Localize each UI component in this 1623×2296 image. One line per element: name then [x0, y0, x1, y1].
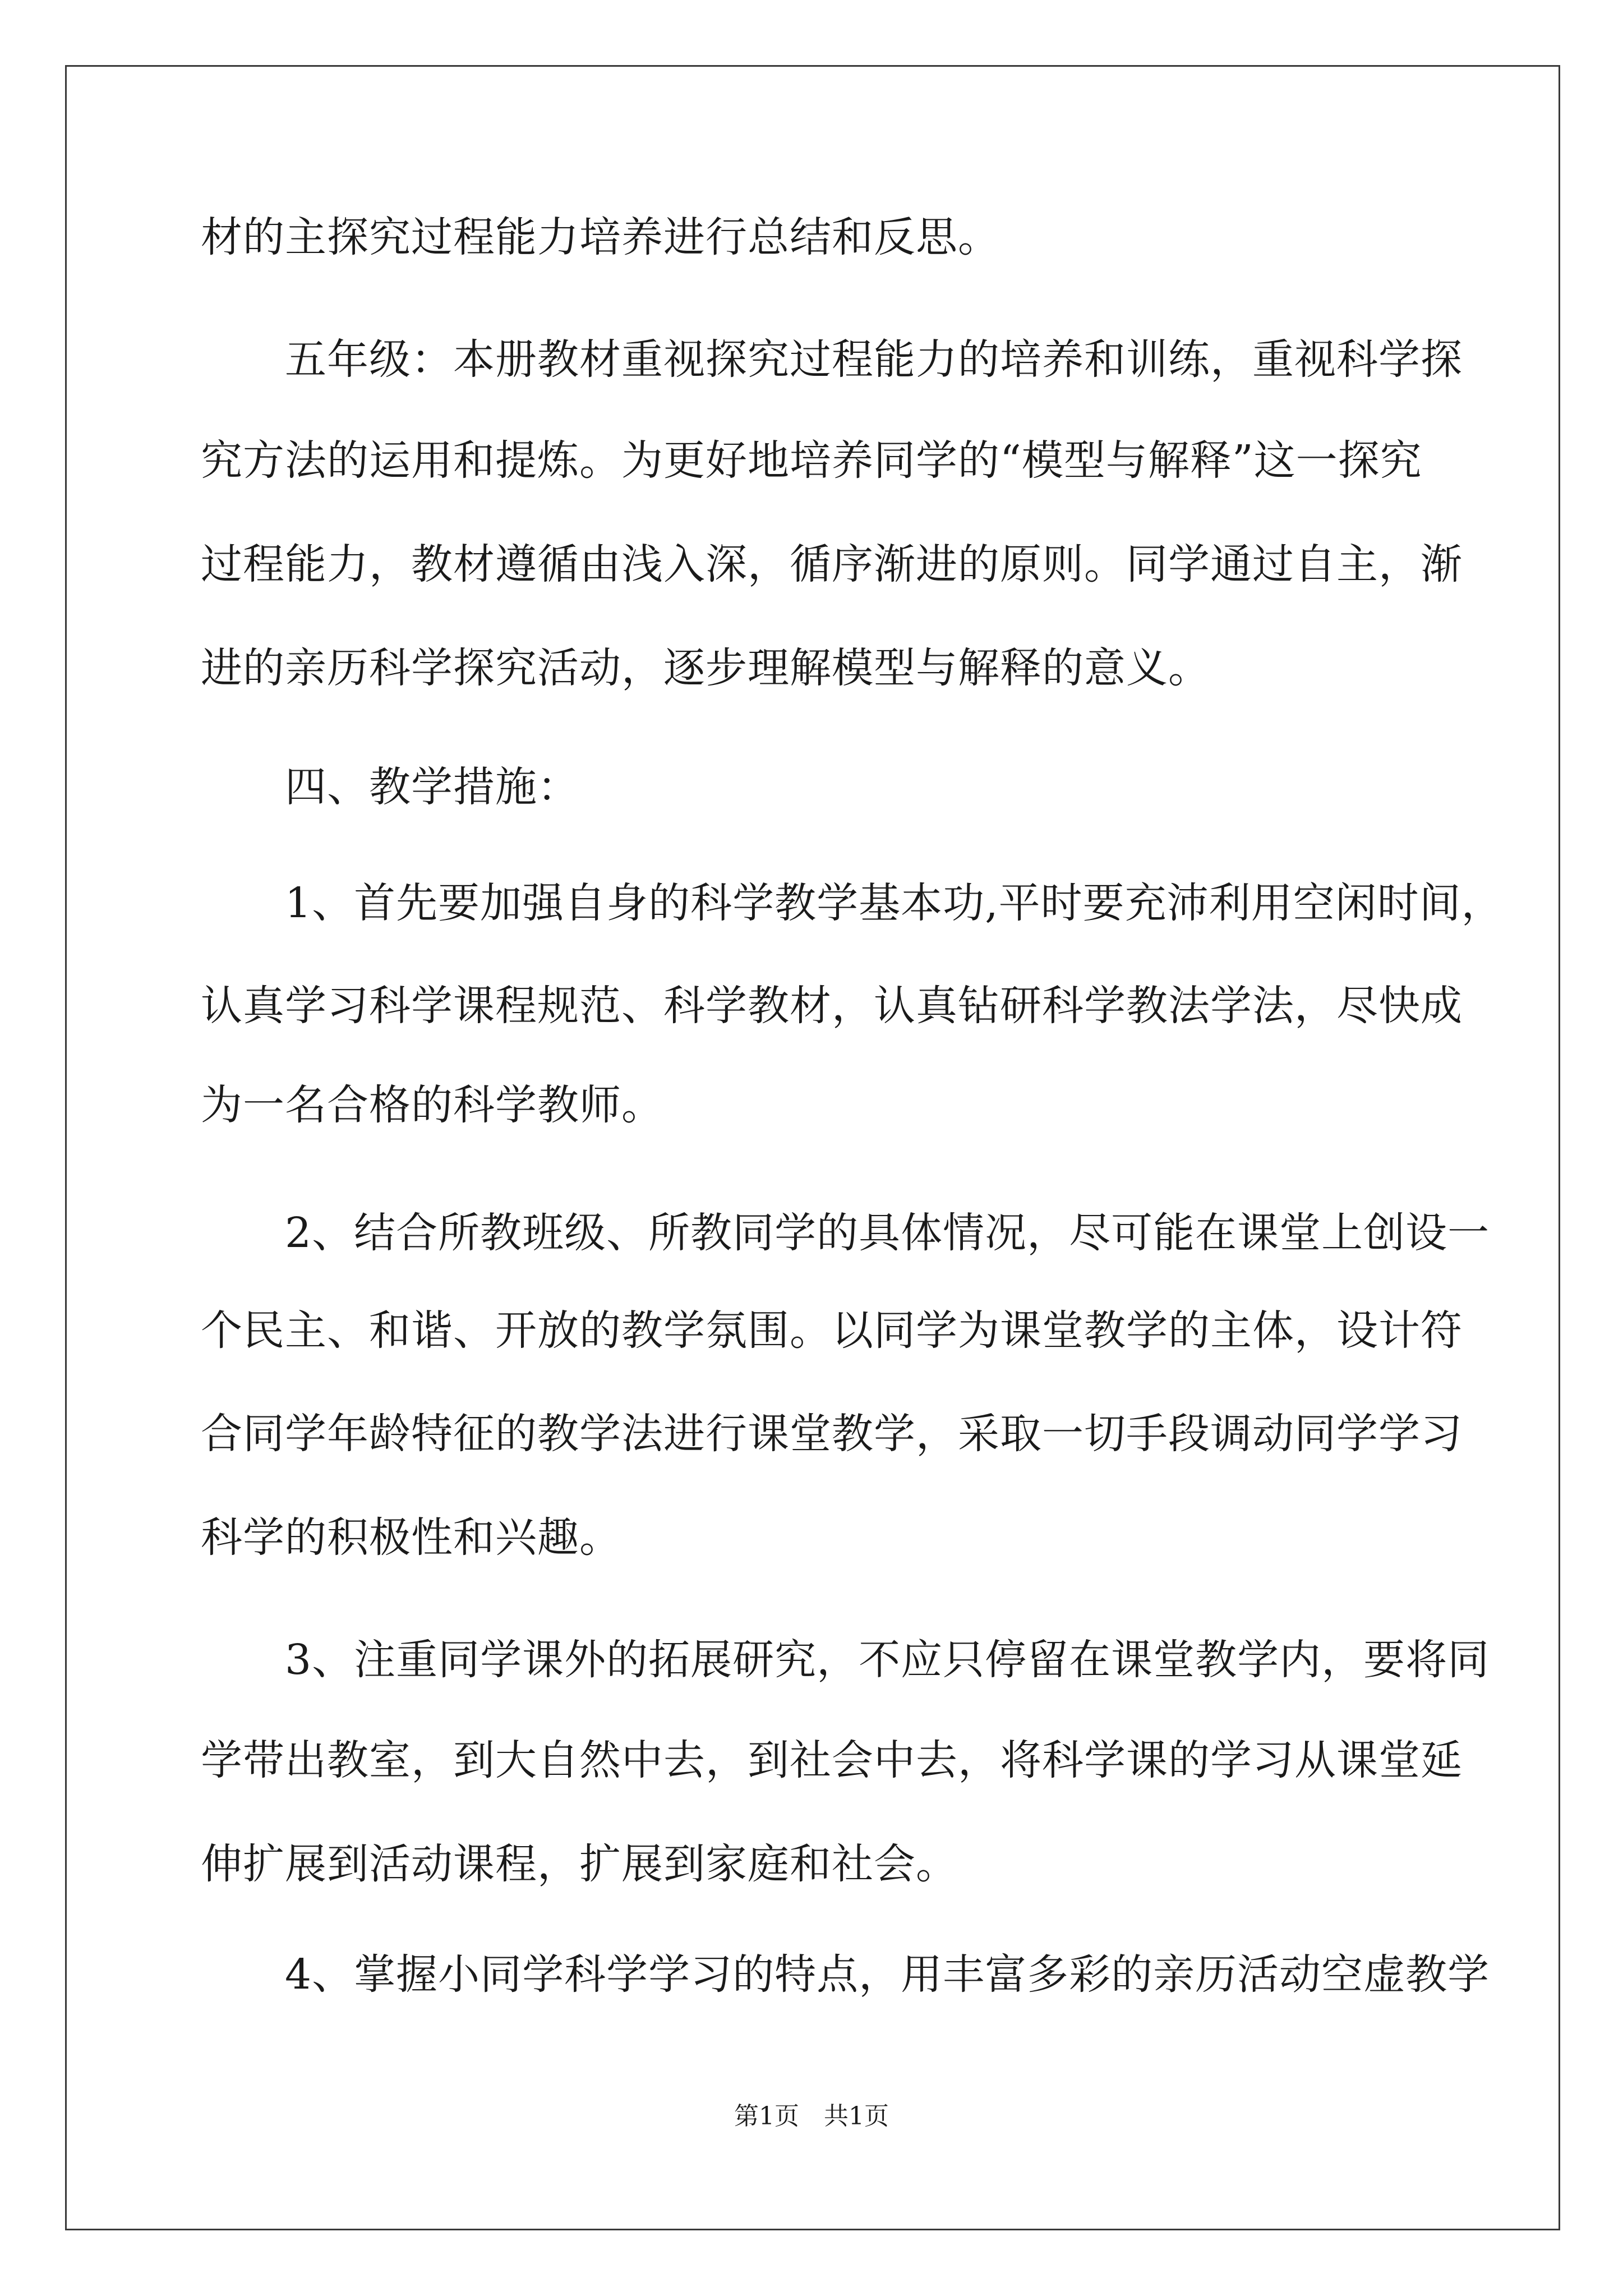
- text-line: 合同学年龄特征的教学法进行课堂教学，采取一切手段调动同学学习: [201, 1410, 1463, 1458]
- page-border: [65, 65, 1560, 2230]
- section-heading: 四、教学措施：: [201, 763, 579, 811]
- page-number-footer: 第1页 共1页: [734, 2102, 889, 2131]
- text-line: 1、首先要加强自身的科学教学基本功,平时要充沛利用空闲时间，: [201, 879, 1504, 927]
- text-line: 认真学习科学课程规范、科学教材，认真钻研科学教法学法，尽快成: [201, 982, 1463, 1030]
- text-line: 材的主探究过程能力培养进行总结和反思。: [201, 213, 1000, 261]
- text-line: 4、掌握小同学科学学习的特点，用丰富多彩的亲历活动空虚教学: [201, 1950, 1490, 1999]
- text-line: 学带出教室，到大自然中去，到社会中去，将科学课的学习从课堂延: [201, 1736, 1463, 1784]
- text-line: 2、结合所教班级、所教同学的具体情况，尽可能在课堂上创设一: [201, 1209, 1490, 1257]
- text-line: 3、注重同学课外的拓展研究，不应只停留在课堂教学内，要将同: [201, 1636, 1490, 1684]
- text-line: 个民主、和谐、开放的教学氛围。以同学为课堂教学的主体，设计符: [201, 1306, 1463, 1355]
- text-line: 科学的积极性和兴趣。: [201, 1513, 621, 1562]
- text-line: 进的亲历科学探究活动，逐步理解模型与解释的意义。: [201, 644, 1210, 692]
- text-line: 伸扩展到活动课程，扩展到家庭和社会。: [201, 1840, 958, 1888]
- text-line: 为一名合格的科学教师。: [201, 1081, 663, 1129]
- text-line: 究方法的运用和提炼。为更好地培养同学的“模型与解释”这一探究: [201, 436, 1422, 485]
- text-line: 五年级：本册教材重视探究过程能力的培养和训练，重视科学探: [201, 335, 1463, 384]
- text-line: 过程能力，教材遵循由浅入深，循序渐进的原则。同学通过自主，渐: [201, 540, 1463, 588]
